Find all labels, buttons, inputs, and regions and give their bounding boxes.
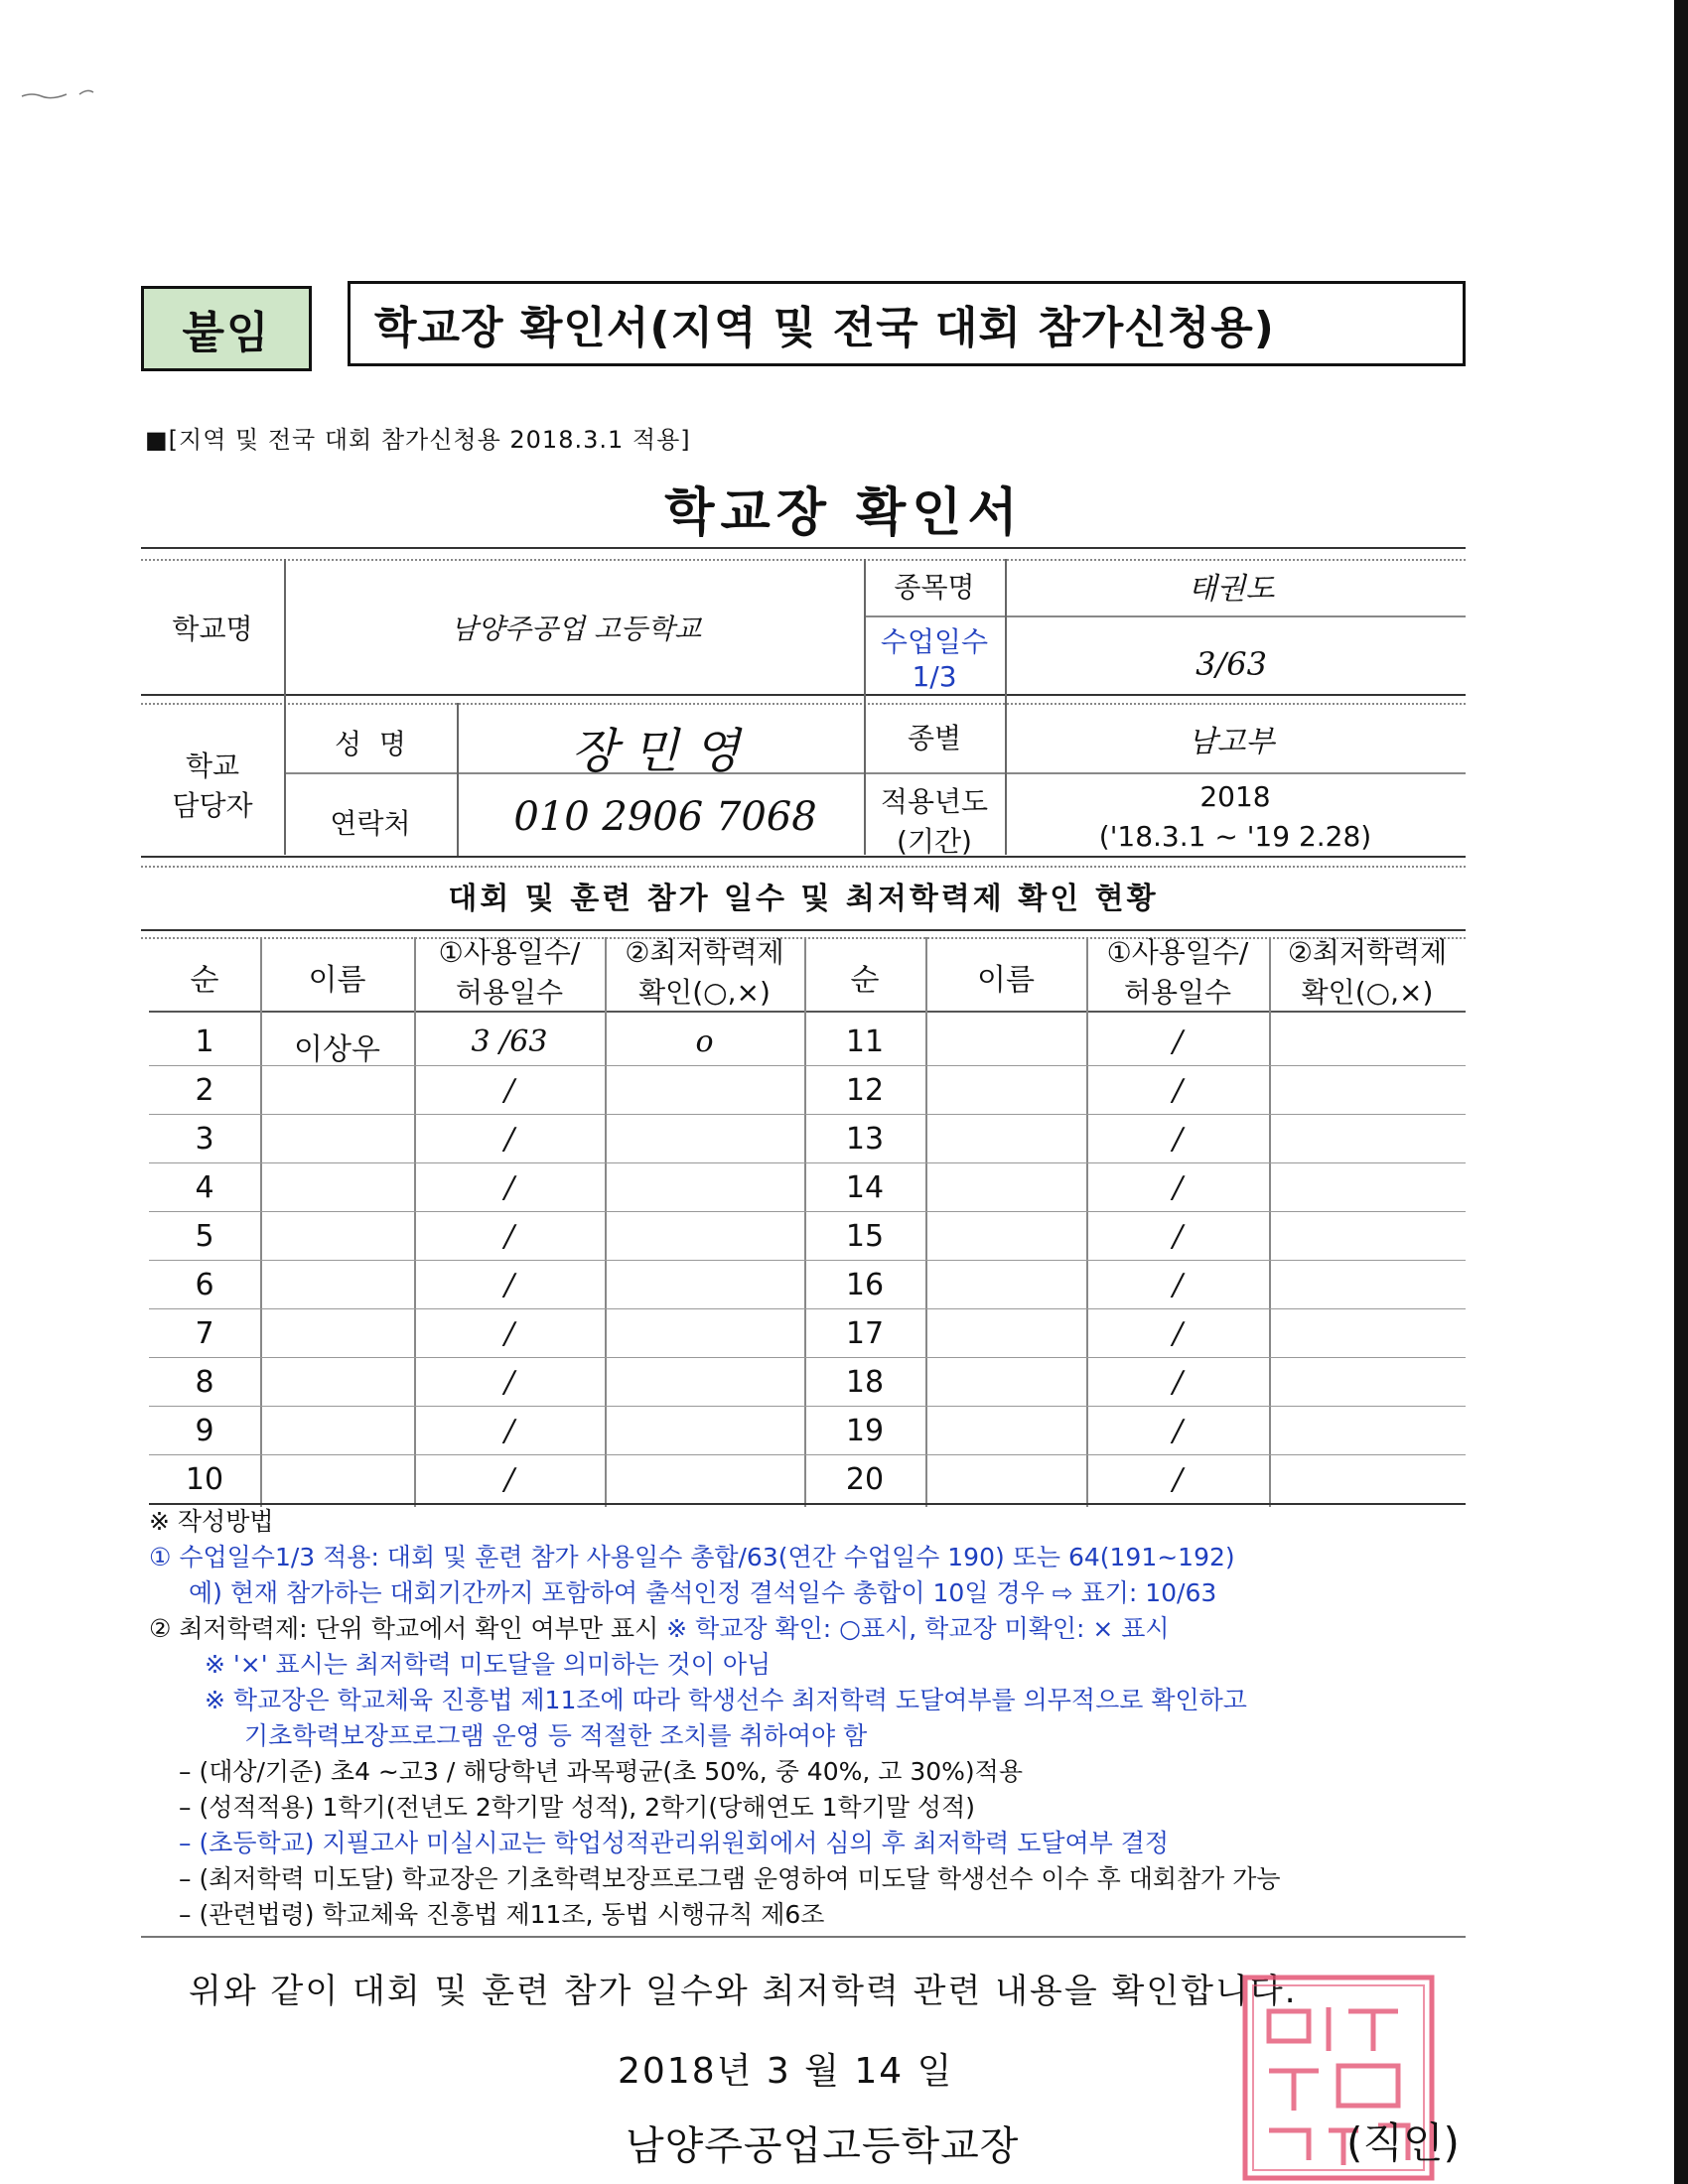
phone-value: 010 2906 7068 — [513, 794, 817, 840]
phone-label: 연락처 — [330, 807, 411, 840]
table-cell-days: / — [503, 1365, 515, 1400]
col-days-left-1: ①사용일수/ — [438, 936, 581, 969]
table-cell-days: / — [503, 1122, 515, 1157]
table-cell-no: 16 — [845, 1268, 885, 1302]
info-bottom-line — [141, 856, 1466, 858]
col-days-right-2: 허용일수 — [1123, 976, 1232, 1009]
division-label: 종별 — [907, 722, 962, 754]
table-cell-no: 5 — [195, 1219, 214, 1254]
col-no-right: 순 — [850, 963, 880, 998]
info-right-divider-1 — [864, 615, 1466, 617]
name-label: 성 명 — [335, 728, 406, 760]
table-row-divider — [149, 1308, 1466, 1309]
table-row-divider — [149, 1454, 1466, 1455]
table-cell-days: / — [1172, 1219, 1184, 1254]
detail-1: – (대상/기준) 초4 ~고3 / 해당학년 과목평균(초 50%, 중 40%, 고 30%)적용 — [179, 1757, 1023, 1786]
table-cell-no: 11 — [845, 1024, 885, 1059]
note-1b: 예) 현재 참가하는 대회기간까지 포함하여 출석인정 결석일수 총합이 10일 경우 ⇨ 표기: 10/63 — [189, 1578, 1217, 1607]
notes-bottom-line — [141, 1936, 1466, 1938]
table-cell-days: 3 /63 — [471, 1024, 548, 1059]
table-cell-days: / — [1172, 1316, 1184, 1351]
table-cell-days: / — [503, 1170, 515, 1205]
document-subtitle: ■[지역 및 전국 대회 참가신청용 2018.3.1 적용] — [145, 426, 691, 454]
table-row-divider — [149, 1211, 1466, 1212]
table-cell-no: 13 — [845, 1122, 885, 1157]
table-cell-days: / — [503, 1073, 515, 1108]
table-row-divider — [149, 1114, 1466, 1115]
detail-5: – (관련법령) 학교체육 진흥법 제11조, 동법 시행규칙 제6조 — [179, 1900, 825, 1929]
class-days-value: 3/63 — [1196, 645, 1267, 683]
class-days-ratio-label: 1/3 — [912, 660, 957, 693]
table-cell-name: 이상우 — [294, 1032, 380, 1067]
note-4b: 기초학력보장프로그램 운영 등 적절한 조치를 취하여야 함 — [244, 1721, 868, 1750]
table-cell-no: 17 — [845, 1316, 885, 1351]
table-cell-days: / — [503, 1219, 515, 1254]
note-2b: ※ 학교장 확인: ○표시, 학교장 미확인: × 표시 — [666, 1614, 1170, 1643]
info-mid-line — [141, 694, 1466, 696]
notes-heading: ※ 작성방법 — [149, 1507, 274, 1536]
division-value: 남고부 — [1188, 725, 1275, 759]
detail-3: – (초등학교) 지필고사 미실시교는 학업성적관리위원회에서 심의 후 최저학력 도달여부 결정 — [179, 1829, 1170, 1857]
table-cell-no: 6 — [195, 1268, 214, 1302]
table-cell-no: 20 — [845, 1462, 885, 1497]
table-cell-days: / — [1172, 1024, 1184, 1059]
table-cell-days: / — [503, 1316, 515, 1351]
table-row-divider — [149, 1357, 1466, 1358]
note-1a: ① 수업일수1/3 적용: 대회 및 훈련 참가 사용일수 총합/63(연간 수업일수 190) 또는 64(191~192) — [149, 1543, 1235, 1571]
table-cell-no: 10 — [185, 1462, 224, 1497]
table-col-divider — [925, 937, 927, 1507]
name-value: 장 민 영 — [571, 724, 740, 779]
year-value: 2018 — [1199, 780, 1271, 813]
school-value: 남양주공업 고등학교 — [450, 613, 702, 645]
detail-4: – (최저학력 미도달) 학교장은 기초학력보장프로그램 운영하여 미도달 학생선수 이수 후 대회참가 가능 — [179, 1864, 1281, 1893]
attachment-tag: 붙임 — [141, 286, 312, 371]
instructions — [149, 1504, 1281, 1933]
document-title-box: 학교장 확인서(지역 및 전국 대회 참가신청용) — [348, 281, 1466, 366]
table-cell-no: 19 — [845, 1414, 885, 1448]
table-cell-days: / — [503, 1462, 515, 1497]
col-name-left: 이름 — [308, 963, 366, 998]
table-cell-no: 18 — [845, 1365, 885, 1400]
table-cell-days: / — [1172, 1073, 1184, 1108]
table-cell-no: 3 — [195, 1122, 214, 1157]
col-days-right-1: ①사용일수/ — [1106, 936, 1249, 969]
table-cell-days: / — [1172, 1365, 1184, 1400]
info-top-dots — [141, 559, 1466, 562]
year-period-value: ('18.3.1 ~ '19 2.28) — [1098, 820, 1372, 853]
col-check-left-1: ②최저학력제 — [625, 936, 784, 969]
info-bottom-dots — [141, 866, 1466, 869]
contact-label-1: 학교 — [185, 750, 240, 782]
page-title: 학교장 확인서 — [664, 483, 1024, 543]
info-top-line — [141, 547, 1466, 549]
school-label: 학교명 — [172, 613, 253, 645]
table-cell-no: 9 — [195, 1414, 214, 1448]
table-cell-days: / — [503, 1268, 515, 1302]
table-row-divider — [149, 1260, 1466, 1261]
note-2a: ② 최저학력제: 단위 학교에서 확인 여부만 표시 — [149, 1614, 659, 1643]
table-row-divider — [149, 1406, 1466, 1407]
contact-label-2: 담당자 — [172, 789, 253, 822]
table-cell-no: 7 — [195, 1316, 214, 1351]
table-cell-no: 2 — [195, 1073, 214, 1108]
col-name-right: 이름 — [977, 963, 1035, 998]
detail-2: – (성적적용) 1학기(전년도 2학기말 성적), 2학기(당해연도 1학기말 성적) — [179, 1793, 975, 1822]
note-3: ※ '×' 표시는 최저학력 미도달을 의미하는 것이 아님 — [205, 1650, 772, 1679]
table-cell-days: / — [1172, 1170, 1184, 1205]
col-check-right-1: ②최저학력제 — [1287, 936, 1448, 969]
table-cell-days: / — [1172, 1414, 1184, 1448]
scan-edge — [1674, 0, 1688, 2184]
info-vline-2 — [457, 703, 459, 856]
info-right-divider-2 — [864, 772, 1466, 774]
table-cell-days: / — [1172, 1462, 1184, 1497]
scan-mark — [20, 84, 129, 104]
table-cell-no: 1 — [195, 1024, 214, 1059]
table-col-divider — [260, 937, 262, 1507]
table-col-divider — [605, 937, 607, 1507]
table-cell-no: 8 — [195, 1365, 214, 1400]
year-label: 적용년도 — [880, 785, 989, 818]
table-col-divider — [1269, 937, 1271, 1507]
table-cell-no: 14 — [845, 1170, 885, 1205]
class-days-label: 수업일수 — [880, 625, 989, 658]
table-cell-no: 12 — [845, 1073, 885, 1108]
table-cell-no: 4 — [195, 1170, 214, 1205]
col-days-left-2: 허용일수 — [455, 976, 564, 1009]
col-no-left: 순 — [190, 963, 219, 998]
principal-name: 남양주공업고등학교장 — [626, 2123, 1020, 2169]
year-period-label: (기간) — [897, 825, 972, 858]
table-cell-days: / — [1172, 1268, 1184, 1302]
table-cell-days: / — [503, 1414, 515, 1448]
note-4a: ※ 학교장은 학교체육 진흥법 제11조에 따라 학생선수 최저학력 도달여부를 의무적으로 확인하고 — [205, 1686, 1247, 1714]
col-check-right-2: 확인(○,×) — [1301, 976, 1434, 1009]
event-value: 태권도 — [1188, 572, 1275, 607]
table-cell-no: 15 — [845, 1219, 885, 1254]
confirmation-text: 위와 같이 대회 및 훈련 참가 일수와 최저학력 관련 내용을 확인합니다. — [189, 1972, 1298, 2011]
table-cell-days: / — [1172, 1122, 1184, 1157]
table-section-title: 대회 및 훈련 참가 일수 및 최저학력제 확인 현황 — [448, 882, 1159, 916]
confirmation-date: 2018년 3 월 14 일 — [618, 2051, 954, 2092]
table-row-divider — [149, 1162, 1466, 1163]
info-mid-dots — [141, 703, 1466, 706]
col-check-left-2: 확인(○,×) — [638, 976, 771, 1009]
table-cell-check: o — [695, 1024, 714, 1059]
seal-label: (직인) — [1346, 2118, 1460, 2167]
event-label: 종목명 — [894, 571, 975, 604]
